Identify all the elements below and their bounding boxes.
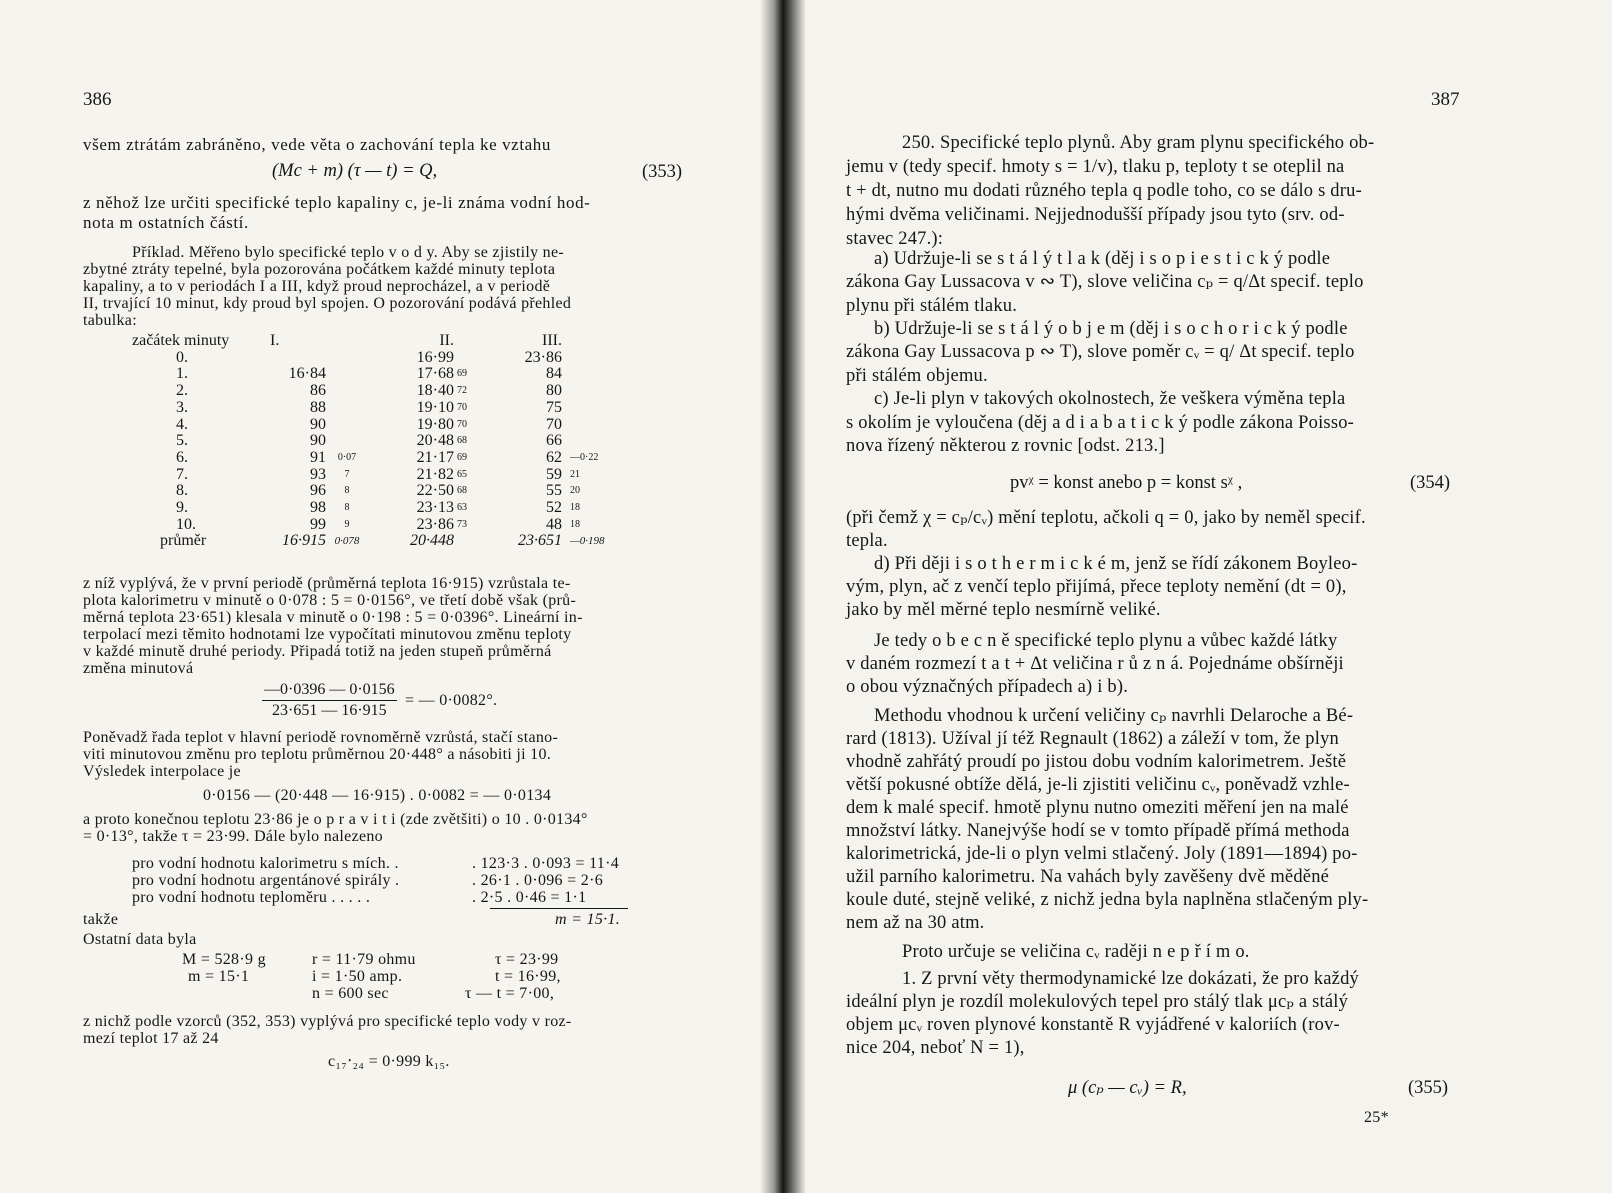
cell: 2. (176, 382, 188, 400)
table-row (132, 500, 617, 517)
fraction-numerator: —0·0396 — 0·0156 (262, 682, 397, 701)
text-line: nota m ostatních částí. (83, 213, 249, 232)
text-line: množství látky. Nanejvýše hodí se v tomto případě přímá methoda (846, 821, 1350, 841)
text-line: Proto určuje se veličina cᵥ raději n e p ř í m o. (902, 942, 1250, 962)
signature-mark: 25* (1364, 1109, 1389, 1126)
text-line: zákona Gay Lussacova p ∾ T), slove poměr cᵥ = q/ Δt specif. teplo (846, 342, 1355, 362)
text-line: nice 204, neboť N = 1), (846, 1038, 1025, 1058)
cell: —0·198 (570, 535, 605, 548)
equation: (Mc + m) (τ — t) = Q, (272, 161, 438, 181)
text-line: všem ztrátám zabráněno, vede věta o zachování tepla ke vztahu (83, 135, 551, 154)
text-line: plynu při stálém tlaku. (846, 296, 1018, 316)
table-row (132, 450, 617, 467)
header-cell (454, 333, 484, 350)
cell: 3. (176, 398, 188, 416)
cell: 23·86 (416, 515, 454, 533)
text-line: s okolím je vyloučena (děj a d i a b a t i c k ý podle zákona Poisso- (846, 413, 1355, 433)
text-line: při stálém objemu. (846, 366, 988, 386)
cell (562, 417, 617, 434)
text-line: z nichž podle vzorců (352, 353) vyplývá pro specifické teplo vody v roz- (83, 1013, 572, 1030)
table-row (132, 517, 617, 534)
text-line: větší pokusné obtíže dělá, je-li zjistiti veličinu cᵥ, poněvadž vzhle- (846, 775, 1350, 795)
text-line: t + dt, nutno mu dodati různého tepla q podle toho, co se dálo s dru- (846, 181, 1362, 201)
cell: 65 (457, 468, 467, 480)
text-line: takže (83, 911, 119, 928)
header-cell (326, 333, 368, 350)
data-value: m = 15·1 (188, 968, 250, 985)
cell: 16·99 (416, 348, 454, 366)
cell (270, 350, 326, 367)
table-row (132, 467, 617, 484)
cell: 90 (310, 415, 326, 433)
cell: 80 (546, 382, 562, 400)
text-line: viti minutovou změnu pro teplotu průměrnou 20·448° a násobiti ji 10. (83, 746, 552, 763)
cell: 10. (176, 515, 196, 533)
data-value: M = 528·9 g (182, 951, 266, 968)
text-line: Ostatní data byla (83, 931, 197, 948)
cell: 21·17 (416, 448, 454, 466)
text-line: d) Při ději i s o t h e r m i c k é m, jenž se řídí zákonem Boyleo- (874, 554, 1358, 574)
cell: 86 (310, 382, 326, 400)
text-line: o obou význačných případech a) i b). (846, 677, 1129, 697)
cell (562, 433, 617, 450)
cell: 69 (457, 368, 467, 380)
cell (562, 400, 617, 417)
header-cell: začátek minuty (132, 332, 230, 349)
table-row (132, 350, 617, 367)
water-value-label: pro vodní hodnotu teploměru . . . . . (132, 889, 371, 906)
example-line: Příklad. Měřeno bylo specifické teplo v o d y. Aby se zjistily ne- (132, 244, 565, 261)
sum-rule (490, 908, 628, 909)
text-line: zákona Gay Lussacova v ∾ T), slove veličina cₚ = q/Δt specif. teplo (846, 272, 1364, 292)
page-number: 386 (83, 89, 112, 110)
text-line: ideální plyn je rozdíl molekulových tepel pro stálý tlak μcₚ a stálý (846, 992, 1349, 1012)
fraction-denominator: 23·651 — 16·915 (272, 702, 387, 719)
cell: 20·48 (416, 432, 454, 450)
text-line: Methodu vhodnou k určení veličiny cₚ navrhli Delaroche a Bé- (874, 706, 1354, 726)
text-line: 1. Z první věty thermodynamické lze dokázati, že pro každý (902, 969, 1359, 989)
text-line: v daném rozmezí t a t + Δt veličina r ů z n á. Pojednáme obšírněji (846, 654, 1344, 674)
text-line: a) Udržuje-li se s t á l ý t l a k (děj i s o p i e s t i c k ý podle (874, 249, 1331, 269)
text-line: kalorimetrická, jde-li o plyn velmi stlačený. Joly (1891—1894) po- (846, 844, 1358, 864)
final-equation: c₁₇‧₂₄ = 0·999 k₁₅. (328, 1053, 450, 1070)
cell: 7 (344, 468, 350, 480)
text-line: dem k malé specif. hmotě plynu nutno omeziti měření jen na malé (846, 798, 1349, 818)
cell: 99 (310, 515, 326, 533)
water-value-label: pro vodní hodnotu argentánové spirály . (132, 872, 400, 889)
text-line: mezí teplot 17 až 24 (83, 1030, 219, 1047)
cell: 20·448 (410, 532, 454, 550)
cell (454, 533, 484, 550)
data-value: τ = 23·99 (495, 951, 559, 968)
text-line: tepla. (846, 531, 888, 551)
cell: 22·50 (416, 482, 454, 500)
data-value: r = 11·79 ohmu (312, 951, 416, 968)
cell: 5. (176, 432, 188, 450)
cell: 68 (457, 435, 467, 447)
cell: 72 (457, 385, 467, 397)
table-row (132, 417, 617, 434)
text-line: = 0·13°, takže τ = 23·99. Dále bylo nalezeno (83, 828, 383, 845)
fraction (262, 682, 397, 719)
cell: 62 (546, 448, 562, 466)
book-gutter (760, 0, 806, 1193)
cell: 16·84 (288, 365, 326, 383)
cell: 18·40 (416, 382, 454, 400)
table-row (132, 483, 617, 500)
right-page (780, 0, 1612, 1193)
cell (562, 383, 617, 400)
cell (326, 383, 368, 400)
cell: 66 (546, 432, 562, 450)
cell: 70 (457, 401, 467, 413)
text-line: koule duté, stejně veliké, z nichž jedna byla naplněna stlačeným ply- (846, 890, 1369, 910)
cell: 55 (546, 482, 562, 500)
text-line: (při čemž χ = cₚ/cᵥ) mění teplotu, ačkoli q = 0, jako by neměl specif. (846, 508, 1366, 528)
cell: 48 (546, 515, 562, 533)
cell: 70 (457, 418, 467, 430)
cell: 8 (344, 502, 350, 514)
cell: 69 (457, 451, 467, 463)
equation: pvᵡ = konst anebo p = konst sᵡ , (1010, 473, 1243, 493)
text-line: nem až na 30 atm. (846, 913, 985, 933)
cell: 0·078 (334, 535, 360, 548)
equation-number: (353) (642, 162, 683, 182)
cell (454, 350, 484, 367)
text-line: jemu v (tedy specif. hmoty s = 1/v), tlaku p, teploty t se oteplil na (846, 157, 1345, 177)
cell (562, 366, 617, 383)
cell: 21·82 (416, 465, 454, 483)
text-line: stavec 247.): (846, 229, 944, 249)
cell: 19·10 (416, 398, 454, 416)
water-value: . 26·1 . 0·096 = 2·6 (472, 872, 604, 889)
cell: 88 (310, 398, 326, 416)
cell (326, 366, 368, 383)
cell: 16·915 (282, 532, 326, 550)
cell: 23·651 (518, 532, 562, 550)
measurement-table (132, 333, 617, 550)
cell: 7. (176, 465, 188, 483)
data-value: τ — t = 7·00, (465, 985, 555, 1002)
cell: 17·68 (416, 365, 454, 383)
cell: 84 (546, 365, 562, 383)
fraction-result: = — 0·0082°. (405, 692, 498, 709)
cell: průměr (160, 532, 207, 550)
table-header (132, 333, 617, 350)
total-value: m = 15·1. (555, 911, 621, 928)
cell: 23·86 (524, 348, 562, 366)
cell: 8 (344, 485, 350, 497)
water-value: . 2·5 . 0·46 = 1·1 (472, 889, 587, 906)
text-line: z něhož lze určiti specifické teplo kapaliny c, je-li známa vodní hod- (83, 193, 591, 212)
text-line: terpolací mezi těmito hodnotami lze vypočítati minutovou změnu teploty (83, 626, 572, 643)
text-line: Je tedy o b e c n ě specifické teplo plynu a vůbec každé látky (874, 631, 1338, 651)
equation-number: (355) (1408, 1078, 1449, 1098)
cell: —0·22 (570, 451, 599, 463)
cell: 70 (546, 415, 562, 433)
text-line: a proto konečnou teplotu 23·86 je o p r a v i t i (zde zvětšiti) o 10 . 0·0134° (83, 811, 588, 828)
header-cell: III. (542, 332, 562, 349)
cell: 19·80 (416, 415, 454, 433)
text-line: vým, plyn, ač z venčí teplo přijímá, přece teploty nemění (dt = 0), (846, 577, 1347, 597)
header-cell: II. (439, 332, 454, 349)
text-line: 250. Specifické teplo plynů. Aby gram plynu specifického ob- (902, 133, 1375, 153)
cell: 96 (310, 482, 326, 500)
cell: 18 (570, 518, 580, 530)
data-value: t = 16·99, (495, 968, 561, 985)
table-row (132, 383, 617, 400)
water-value: . 123·3 . 0·093 = 11·4 (472, 855, 620, 872)
cell (326, 433, 368, 450)
cell: 18 (570, 502, 580, 514)
header-cell: I. (270, 332, 280, 349)
left-page (0, 0, 780, 1193)
cell: 73 (457, 518, 467, 530)
cell: 0. (176, 348, 188, 366)
text-line: měrná teplota 23·651) klesala v minutě o 0·198 : 5 = 0·0396°. Lineární in- (83, 609, 583, 626)
cell: 8. (176, 482, 188, 500)
equation: 0·0156 — (20·448 — 16·915) . 0·0082 = — 0·0134 (203, 787, 552, 804)
data-value: i = 1·50 amp. (312, 968, 403, 985)
text-line: vhodně zahřátý proudí po jistou dobu vodním kalorimetrem. Ještě (846, 752, 1347, 772)
cell: 52 (546, 499, 562, 517)
text-line: z níž vyplývá, že v první periodě (průměrná teplota 16·915) vzrůstala te- (83, 575, 571, 592)
example-line: tabulka: (83, 312, 137, 329)
cell: 91 (310, 448, 326, 466)
cell: 4. (176, 415, 188, 433)
cell: 75 (546, 398, 562, 416)
cell: 90 (310, 432, 326, 450)
equation-number: (354) (1410, 473, 1451, 493)
text-line: rard (1813). Užíval jí též Regnault (1862) a záleží v tom, že plyn (846, 729, 1339, 749)
text-line: plota kalorimetru v minutě o 0·078 : 5 = 0·0156°, ve třetí době však (prů- (83, 592, 577, 609)
cell: 0·07 (337, 451, 357, 463)
cell: 6. (176, 448, 188, 466)
table-row (132, 400, 617, 417)
text-line: nova řízený některou z rovnic [odst. 213.] (846, 436, 1165, 456)
text-line: Výsledek interpolace je (83, 763, 241, 780)
cell: 23·13 (416, 499, 454, 517)
text-line: c) Je-li plyn v takových okolnostech, že veškera výměna tepla (874, 389, 1346, 409)
text-line: v každé minutě druhé periody. Připadá totiž na jeden stupeň průměrná (83, 643, 552, 660)
cell: 9 (344, 518, 350, 530)
text-line: objem μcᵥ roven plynové konstantě R vyjádřené v kaloriích (rov- (846, 1015, 1340, 1035)
text-line: b) Udržuje-li se s t á l ý o b j e m (děj i s o c h o r i c k ý podle (874, 319, 1348, 339)
cell (326, 417, 368, 434)
cell (562, 350, 617, 367)
cell (326, 400, 368, 417)
example-line: zbytné ztráty tepelné, byla pozorována počátkem každé minuty teplota (83, 261, 556, 278)
text-line: užil parního kalorimetru. Na vahách byly zavěšeny dvě měděné (846, 867, 1330, 887)
table-row (132, 433, 617, 450)
cell: 9. (176, 499, 188, 517)
text-line: jako by měl měrné teplo nesmírně veliké. (846, 600, 1161, 620)
cell: 63 (457, 502, 467, 514)
cell: 20 (570, 485, 580, 497)
text-line: změna minutová (83, 660, 194, 677)
example-line: kapaliny, a to v periodách I a III, když proud neprocházel, a v periodě (83, 278, 551, 295)
cell: 93 (310, 465, 326, 483)
table-row (132, 366, 617, 383)
cell: 59 (546, 465, 562, 483)
cell: 21 (570, 468, 580, 480)
text-line: hými dvěma veličinami. Nejjednodušší případy jsou tyto (srv. od- (846, 205, 1345, 225)
header-cell (562, 333, 617, 350)
example-line: II, trvající 10 minut, kdy proud byl spojen. O pozorování podává přehled (83, 295, 572, 312)
text-line: Poněvadž řada teplot v hlavní periodě rovnoměrně vzrůstá, stačí stano- (83, 729, 559, 746)
average-row (132, 533, 617, 550)
cell: 98 (310, 499, 326, 517)
cell (326, 350, 368, 367)
equation: μ (cₚ — cᵥ) = R, (1068, 1078, 1187, 1098)
water-value-label: pro vodní hodnotu kalorimetru s mích. . (132, 855, 399, 872)
cell: 1. (176, 365, 188, 383)
cell: 68 (457, 485, 467, 497)
page-number: 387 (1431, 89, 1460, 110)
data-value: n = 600 sec (312, 985, 389, 1002)
